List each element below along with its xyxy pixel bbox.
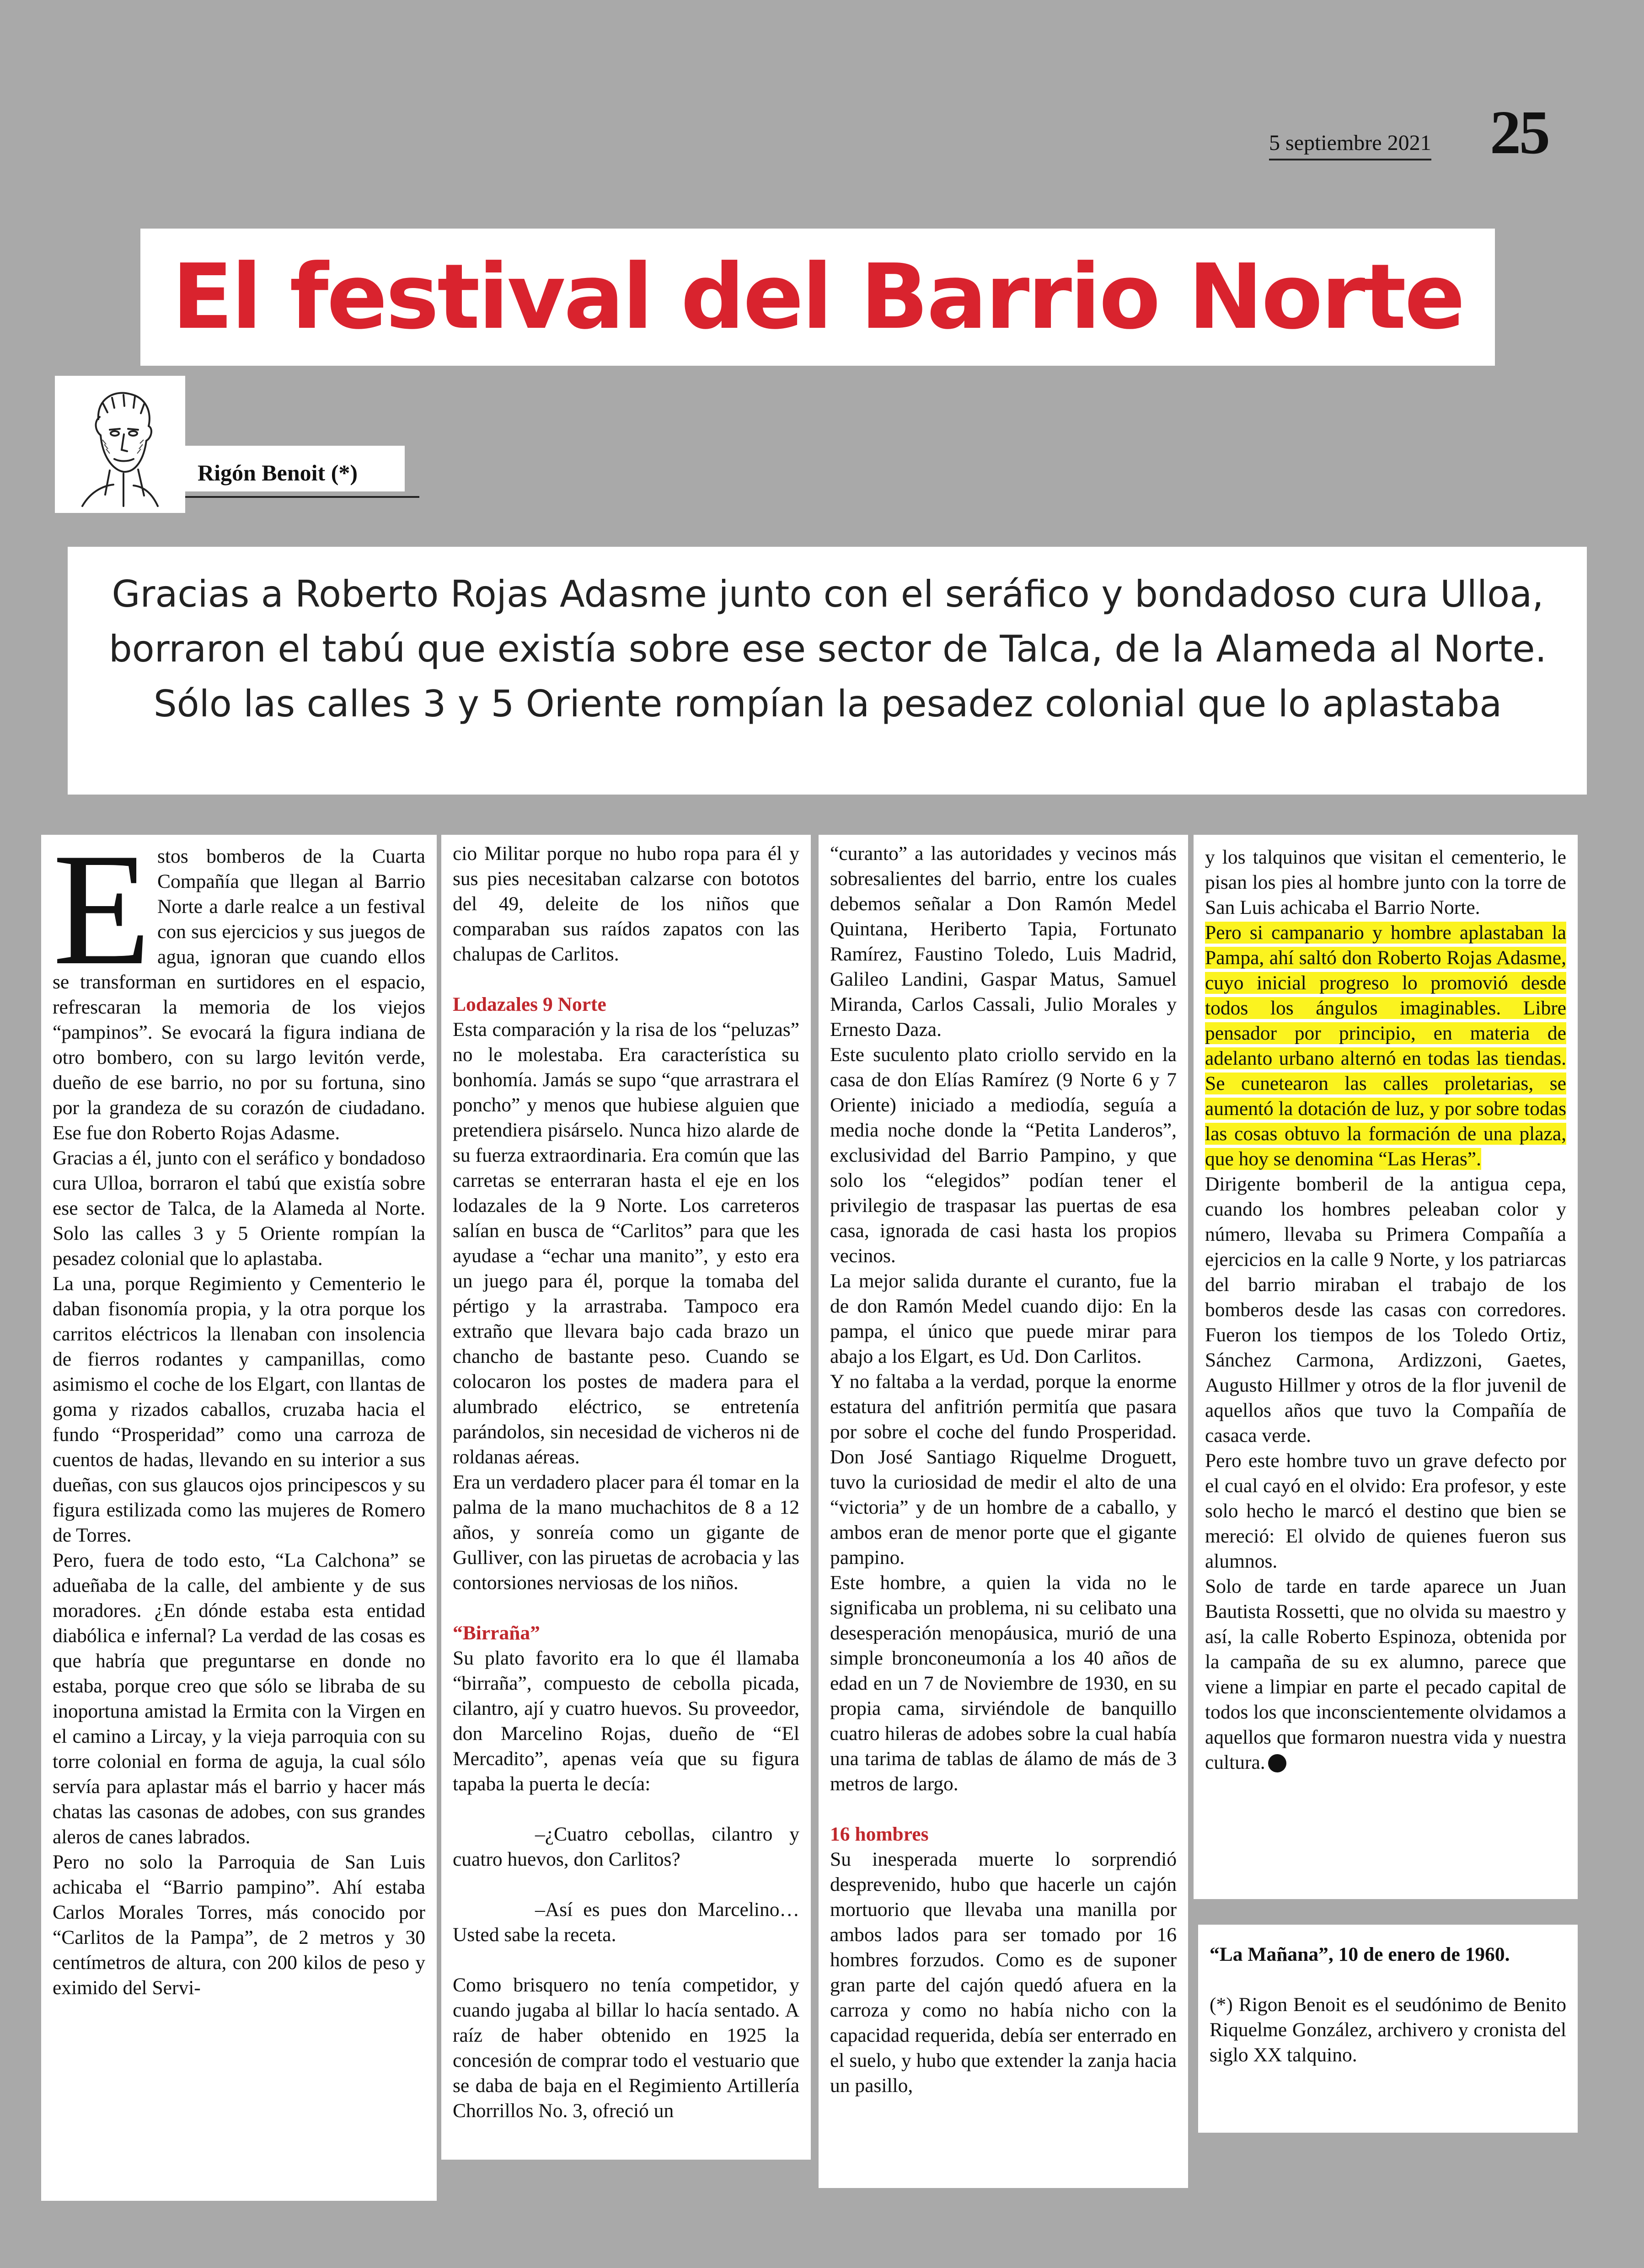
article-column-1 bbox=[41, 820, 437, 2201]
paragraph: Estos bomberos de la Cuarta Compañía que llegan al Barrio Norte a darle realce a un festival con sus ejercicios y sus juegos de agua, ignoran que cuando ellos se transforman en surtidores en el espacio, refrescaran la memoria de los viejos “pampinos”. Se evocará la figura indiana de otro bombero, con su largo levitón verde, dueño de ese barrio, no por su fortuna, sino por la grandeza de su corazón de ciudadano. Ese fue don Roberto Rojas Adasme. bbox=[53, 820, 425, 1144]
paragraph: Este suculento plato criollo servido en la casa de don Elías Ramírez (9 Norte 6 y 7 Oriente) iniciado a mediodía, seguía a media noche donde la “Petita Landeros”, exclusividad del Barrio Pampino, y que solo los “elegidos” podían tener el privilegio de traspasar las puertas de esa casa, ignorada de casi hasta los propios vecinos. bbox=[830, 1044, 1177, 1267]
issue-date: 5 septiembre 2021 bbox=[1269, 129, 1431, 160]
dialogue-line: –Así es pues don Marcelino… Usted sabe la receta. bbox=[453, 1899, 799, 1946]
end-mark-icon bbox=[1268, 1754, 1286, 1772]
paragraph: “curanto” a las autoridades y vecinos más sobresalientes del barrio, entre los cuales debemos señalar a Don Ramón Medel Quintana, Heriberto Tapia, Fortunato Ramírez, Faustino Toledo, Luis Madrid, Galileo Landini, Gaspar Matus, Samuel Miranda, Carlos Cassali, Julio Morales y Ernesto Daza. bbox=[830, 843, 1177, 1041]
article-column-4 bbox=[1194, 835, 1578, 1899]
paragraph: Y no faltaba a la verdad, porque la enorme estatura del anfitrión permitía que pasara por sobre el coche del fundo Prosperidad. Don José Santiago Riquelme Droguett, tuvo la curiosidad de medir el alto de una “victoria” y de un hombre de a caballo, y ambos eran de menor porte que el gigante pampino. bbox=[830, 1371, 1177, 1569]
paragraph: Era un verdadero placer para él tomar en la palma de la mano muchachitos de 8 a 12 años, y sonreía como un gigante de Gulliver, con las piruetas de acrobacia y las contorsiones nerviosas de los niños. bbox=[453, 1471, 799, 1594]
section-subhead: Lodazales 9 Norte bbox=[453, 993, 606, 1015]
paragraph: Este hombre, a quien la vida no le significaba un problema, ni su celibato una desesperación menopáusica, murió de una simple bronconeumonía a los 40 años de edad en un 7 de Noviembre de 1930, en su propia cama, sirviéndole de banquillo cuatro hileras de adobes sobre la cual había una tarima de tablas de álamo de más de 3 metros de largo. bbox=[830, 1572, 1177, 1795]
paragraph: Pero, fuera de todo esto, “La Calchona” se adueñaba de la calle, del ambiente y de sus moradores. ¿En dónde estaba esta entidad diabólica e infernal? La verdad de las cosas es que habría que preguntarse en donde no estaba, porque creo que sólo se libraba de su inoportuna amistad la Ermita con la Virgen en el camino a Lircay, y la vieja parroquia con su torre colonial en forma de aguja, la cual sólo servía para aplastar más el barrio y hacer más chatas las casonas de adobes, con sus grandes aleros de canes labrados. bbox=[53, 1549, 425, 1848]
title-box bbox=[140, 229, 1495, 366]
dialogue-line: –¿Cuatro cebollas, cilantro y cuatro huevos, don Carlitos? bbox=[453, 1823, 799, 1870]
paragraph-highlighted bbox=[1205, 920, 1566, 1172]
paragraph: La mejor salida durante el curanto, fue la de don Ramón Medel cuando dijo: En la pampa, el único que puede mirar para abajo a los Elgart, es Ud. Don Carlitos. bbox=[830, 1270, 1177, 1367]
article-title: El festival del Barrio Norte bbox=[171, 245, 1464, 349]
paragraph: Pero no solo la Parroquia de San Luis achicaba el “Barrio pampino”. Ahí estaba Carlos Morales Torres, más conocido por “Carlitos de la Pampa”, de 2 metros y 30 centímetros de altura, con 200 kilos de peso y eximido del Servi- bbox=[53, 1851, 425, 1999]
source-note-box bbox=[1198, 1925, 1578, 2133]
paragraph: Pero este hombre tuvo un grave defecto por el cual cayó en el olvido: Era profesor, y este solo hecho le marcó el destino que bien se mereció: El olvido de quienes fueron sus alumnos. bbox=[1205, 1450, 1566, 1572]
paragraph: Su plato favorito era lo que él llamaba “birraña”, compuesto de cebolla picada, cilantro, ají y cuatro huevos. Su proveedor, don Marcelino Rojas, dueño de “El Mercadito”, apenas veía que su figura tapaba la puerta le decía: bbox=[453, 1647, 799, 1795]
section-subhead: “Birraña” bbox=[453, 1622, 540, 1644]
article-column-2 bbox=[441, 835, 811, 2160]
source-citation: “La Mañana”, 10 de enero de 1960. bbox=[1210, 1943, 1510, 1965]
paragraph: Esta comparación y la risa de los “peluzas” no le molestaba. Era característica su bonhomía. Jamás se supo “que arrastrara el poncho” y menos que hubiese alguien que pretendiera pisárselo. Nunca hizo alarde de su fuerza extraordinaria. Era común que las carretas se enterraran hasta el eje en los lodazales de la 9 Norte. Los carreteros salían en busca de “Carlitos” para que les ayudase a “echar una manito”, y esto era un juego para él, porque la tomaba del pértigo y la arrastraba. Tampoco era extraño que llevara bajo cada brazo un chancho de bastante peso. Cuando se colocaron los postes de madera para el alumbrado eléctrico, se entretenía parándolos, sin necesidad de vicheros ni de roldanas aéreas. bbox=[453, 1019, 799, 1468]
paragraph: cio Militar porque no hubo ropa para él y sus pies necesitaban calzarse con bototos del 49, deleite de los niños que comparaban sus raídos zapatos con las chalupas de Carlitos. bbox=[453, 843, 799, 965]
highlighted-text: Pero si campanario y hombre aplastaban la Pampa, ahí saltó don Roberto Rojas Adasme, cuyo inicial progreso lo promovió desde todos los ángulos imaginables. Libre pensador por principio, en materia de adelanto urbano alternó en todas las tiendas. Se cunetearon las calles proletarias, se aumentó la dotación de luz, y por sobre todas las cosas obtuvo la formación de una plaza, que hoy se denomina “Las Heras”. bbox=[1205, 922, 1566, 1170]
author-portrait bbox=[55, 376, 185, 513]
page-number: 25 bbox=[1490, 98, 1548, 167]
author-rule bbox=[185, 496, 419, 498]
paragraph: y los talquinos que visitan el cementerio, le pisan los pies al hombre junto con la torre de San Luis achicaba el Barrio Norte. bbox=[1205, 846, 1566, 918]
paragraph: Dirigente bomberil de la antigua cepa, cuando los hombres peleaban color y número, llevaba su Primera Compañía a ejercicios en la calle 9 Norte, y los patriarcas del barrio miraban el trabajo de los bomberos desde las casas con corredores. Fueron los tiempos de los Toledo Ortiz, Sánchez Carmona, Ardizzoni, Gaetes, Augusto Hillmer y otros de la flor juvenil de aquellos años que tuvo la Compañía de casaca verde. bbox=[1205, 1173, 1566, 1446]
paragraph: Gracias a él, junto con el seráfico y bondadoso cura Ulloa, borraron el tabú que existía sobre ese sector de Talca, de la Alameda al Norte. Solo las calles 3 y 5 Oriente rompían la pesadez colonial que lo aplastaba. bbox=[53, 1147, 425, 1270]
paragraph: Como brisquero no tenía competidor, y cuando jugaba al billar lo hacía sentado. A raíz de haber obtenido en 1925 la concesión de comprar todo el vestuario que se daba de baja en el Regimiento Artillería Chorrillos No. 3, ofreció un bbox=[453, 1974, 799, 2122]
paragraph: Solo de tarde en tarde aparece un Juan Bautista Rossetti, que no olvida su maestro y así, la calle Roberto Espinoza, obtenida por la campaña de su ex alumno, parece que viene a limpiar en parte el pecado capital de todos los que inconscientemente olvidamos a aquellos que formaron nuestra vida y nuestra cultura. bbox=[1205, 1575, 1566, 1773]
paragraph: Su inesperada muerte lo sorprendió desprevenido, hubo que hacerle un cajón mortuorio que llevaba una manilla por ambos lados para ser tomado por 16 hombres forzudos. Como es de suponer gran parte del cajón quedó afuera en la carroza y como no había nicho con la capacidad requerida, debía ser enterrado en el suelo, y hubo que extender la zanja hacia un pasillo, bbox=[830, 1848, 1177, 2097]
article-subtitle: Gracias a Roberto Rojas Adasme junto con el seráfico y bondadoso cura Ulloa, borraron el tabú que existía sobre ese sector de Talca, de la Alameda al Norte. Sólo las calles 3 y 5 Oriente rompían la pesadez colonial que lo aplastaba bbox=[108, 573, 1547, 725]
author-name: Rigón Benoit (*) bbox=[198, 460, 358, 486]
section-subhead: 16 hombres bbox=[830, 1823, 929, 1845]
author-portrait-sketch-icon bbox=[55, 376, 185, 513]
article-column-3 bbox=[819, 835, 1188, 2188]
footnote: (*) Rigon Benoit es el seudónimo de Benito Riquelme González, archivero y cronista del siglo XX talquino. bbox=[1210, 1994, 1566, 2066]
paragraph: La una, porque Regimiento y Cementerio le daban fisonomía propia, y la otra porque los carritos eléctricos la llenaban con insolencia de fierros rodantes y campanillas, como asimismo el coche de los Elgart, con llantas de goma y rizados caballos, cruzaba hacia el fundo “Prosperidad” como una carroza de cuentos de hadas, llevando en su interior a sus dueñas, con sus glaucos ojos principescos y su figura estilizada como las mujeres de Romero de Torres. bbox=[53, 1273, 425, 1546]
drop-cap: E bbox=[53, 820, 151, 998]
